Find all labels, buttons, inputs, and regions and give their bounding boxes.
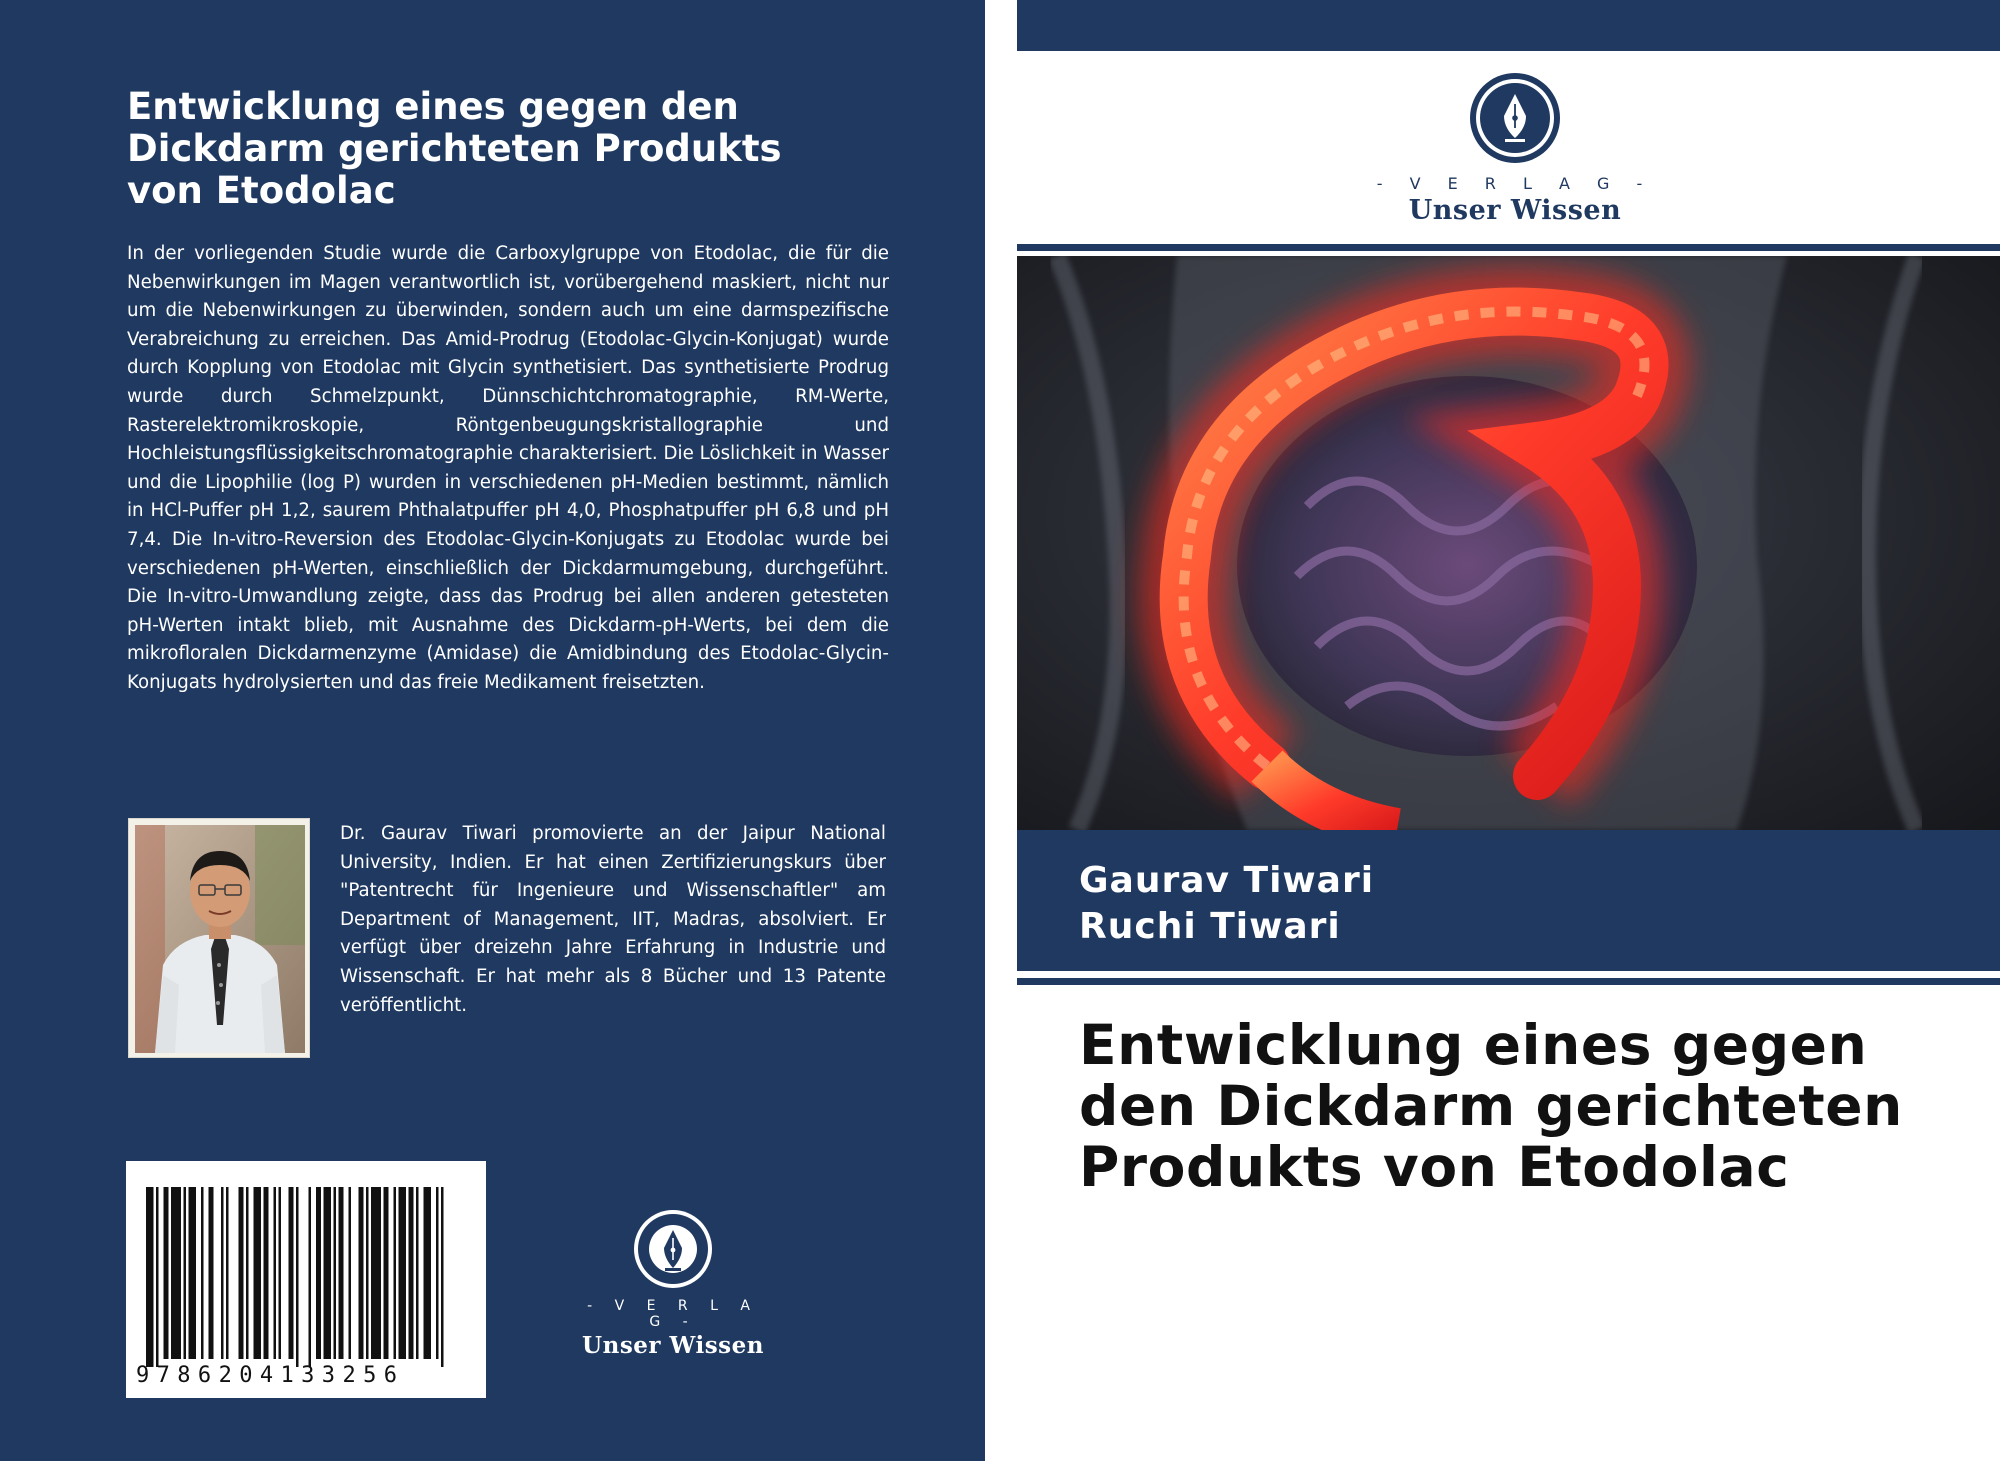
barcode-bar [334, 1187, 337, 1359]
isbn-number: 9786204133256 [136, 1363, 405, 1388]
author-name-2: Ruchi Tiwari [1079, 906, 1341, 947]
barcode-bar [274, 1187, 277, 1359]
barcode-bar [209, 1187, 214, 1359]
verlag-label-back: - V E R L A G - [587, 1298, 759, 1330]
author-name-1: Gaurav Tiwari [1079, 860, 1375, 901]
front-cover [1017, 0, 2000, 1461]
barcode-bar [164, 1187, 169, 1359]
barcode-bar [221, 1187, 224, 1359]
barcode-bar [246, 1187, 249, 1359]
publisher-logo-back [572, 1208, 774, 1359]
barcode-bar [359, 1187, 364, 1359]
back-cover [0, 0, 985, 1461]
barcode-bar [316, 1187, 321, 1359]
author-bio: Dr. Gaurav Tiwari promovierte an der Jaipur National University, Indien. Er hat einen Zertifizierungskurs über "Patentrecht für Ingenieure und Wissenschaftler" am Department of Management, IIT, Madras, absolviert. Er verfügt über dreizehn Jahre Erfahrung in Industrie und Wissenschaft. Er hat mehr als 8 Bücher und 13 Patente veröffentlicht. [340, 823, 886, 1016]
barcode-bar [254, 1187, 262, 1359]
barcode-bar [424, 1187, 432, 1359]
barcode-bar [279, 1187, 282, 1359]
barcode-bar [184, 1187, 187, 1359]
barcode-bar [309, 1187, 312, 1367]
barcode-bar [349, 1187, 352, 1359]
barcode-bar [366, 1187, 369, 1359]
top-bar [1017, 0, 2000, 51]
barcode-bar [436, 1187, 439, 1359]
publisher-name-front: Unser Wissen [1408, 195, 1622, 226]
verlag-label-front: - V E R L A G - [1376, 174, 1654, 193]
publisher-logo-front [1365, 72, 1665, 226]
barcode-bar [324, 1187, 332, 1359]
barcode-bar [441, 1187, 444, 1367]
barcode-bar [239, 1187, 244, 1359]
pen-nib-logo-icon [632, 1208, 714, 1290]
barcode-bar [339, 1187, 344, 1359]
barcode-bar [394, 1187, 397, 1359]
back-cover-title: Entwicklung eines gegen den Dickdarm gerichteten Produkts von Etodolac [127, 85, 782, 212]
front-cover-title: Entwicklung eines gegen den Dickdarm gerichteten Produkts von Etodolac [1079, 1013, 1903, 1199]
barcode-bar [226, 1187, 229, 1359]
barcode-bar [399, 1187, 407, 1359]
barcode-bar [409, 1187, 414, 1359]
colon-illustration [1017, 256, 2000, 830]
barcode-bar [289, 1187, 294, 1359]
divider-bottom [1017, 978, 2000, 985]
barcode-bar [171, 1187, 181, 1359]
barcode-bar [201, 1187, 204, 1359]
barcode [126, 1161, 486, 1398]
spine-gap [985, 0, 1017, 1461]
barcode-bar [189, 1187, 197, 1359]
pen-nib-logo-icon [1469, 72, 1561, 164]
barcode-bar [371, 1187, 381, 1359]
barcode-bar [156, 1187, 159, 1367]
author-band [1017, 830, 2000, 971]
barcode-bar [296, 1187, 299, 1367]
barcode-bar [384, 1187, 389, 1359]
barcode-bar [264, 1187, 269, 1359]
barcode-bar [146, 1187, 154, 1367]
author-portrait-icon [135, 825, 305, 1053]
abstract-text: In der vorliegenden Studie wurde die Carboxylgruppe von Etodolac, die für die Nebenwirkungen im Magen verantwortlich ist, vorübergehend maskiert, nicht nur um die Nebenwirkungen zu überwinden, sondern auch um eine darmspezifische Verabreichung zu erreichen. Das Amid-Prodrug (Etodolac-Glycin-Konjugat) wurde durch Kopplung von Etodolac mit Glycin synthetisiert. Das synthetisierte Prodrug wurde durch Schmelzpunkt, Dünnschichtchromatographie, RM-Werte, Rasterelektromikroskopie, Röntgenbeugungskristallographie und Hochleistungsflüssigkeitschromatographie charakterisiert. Die Löslichkeit in Wasser und die Lipophilie (log P) wurden in verschiedenen pH-Medien bestimmt, nämlich in HCl-Puffer pH 1,2, saurem Phthalatpuffer pH 4,0, Phosphatpuffer pH 6,8 und pH 7,4. Die In-vitro-Reversion des Etodolac-Glycin-Konjugats zu Etodolac wurde bei verschiedenen pH-Werten, einschließlich der Dickdarmumgebung, durchgeführt. Die In-vitro-Umwandlung zeigte, dass das Prodrug bei allen anderen getesteten pH-Werten intakt blieb, mit Ausnahme des Dickdarm-pH-Werts, bei dem die mikrofloralen Dickdarmenzyme (Amidase) die Amidbindung des Etodolac-Glycin-Konjugats hydrolysierten und das freie Medikament freisetzten. [127, 243, 889, 693]
author-photo [128, 818, 310, 1058]
publisher-name-back: Unser Wissen [582, 1332, 764, 1359]
barcode-bar [416, 1187, 419, 1359]
divider-top [1017, 244, 2000, 251]
